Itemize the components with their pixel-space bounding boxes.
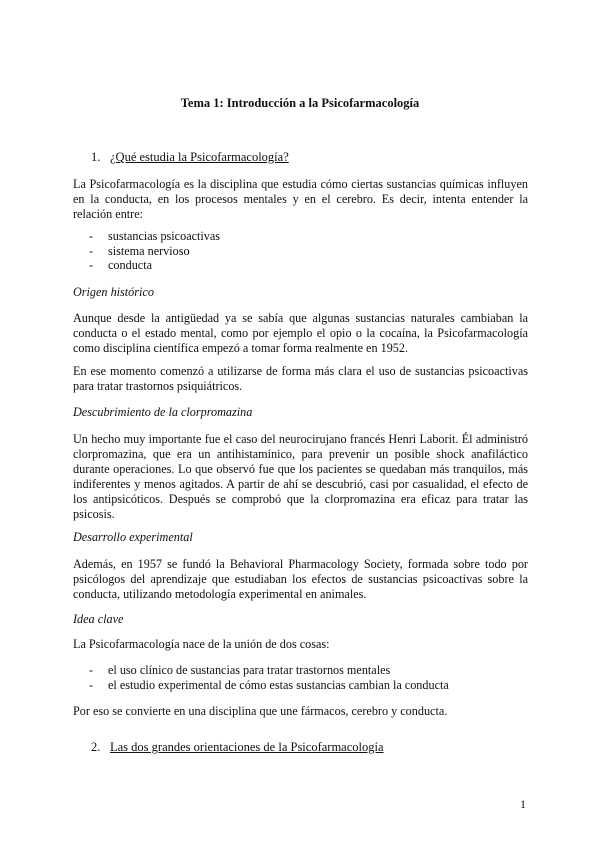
subheading-clorpromazina: Descubrimiento de la clorpromazina [73,405,253,419]
subheading-origen: Origen histórico [73,285,154,299]
origen-paragraph-1: Aunque desde la antigüedad ya se sabía que algunas sustancias naturales cambiaban la conducta o el estado mental, como por ejemplo el opio o la cocaína, la Psicofarmacología como disciplina científica empezó a tomar forma realmente en 1952. [73,311,528,355]
section-number: 2. [91,740,101,754]
list-item: - el uso clínico de sustancias para tratar trastornos mentales [89,663,449,678]
experimental-paragraph: Además, en 1957 se fundó la Behavioral Pharmacology Society, formada sobre todo por psicólogos del aprendizaje que estudiaban los efectos de sustancias psicoactivas sobre la conducta, utilizando metodología experimental en animales. [73,557,528,601]
intro-paragraph: La Psicofarmacología es la disciplina que estudia cómo ciertas sustancias químicas influyen en la conducta, en los procesos mentales y en el cerebro. Es decir, intenta entender la relación entre: [73,177,528,221]
relation-list [89,229,220,273]
section-number: 1. [91,150,101,164]
idea-paragraph-1: La Psicofarmacología nace de la unión de dos cosas: [73,637,330,651]
idea-paragraph-2: Por eso se convierte en una disciplina que une fármacos, cerebro y conducta. [73,704,448,718]
section-label: Las dos grandes orientaciones de la Psicofarmacología [110,740,384,754]
origen-paragraph-2: En ese momento comenzó a utilizarse de forma más clara el uso de sustancias psicoactivas para tratar trastornos psiquiátricos. [73,364,528,393]
clorpromazina-paragraph: Un hecho muy importante fue el caso del neurocirujano francés Henri Laborit. Él administró clorpromazina, que era un antihistamínico, para prevenir un posible shock anafiláctico durante operaciones. Lo que observó fue que los pacientes se quedaban más tranquilos, más indiferentes y menos agitados. A partir de ahí se descubrió, casi por casualidad, el efecto de los antipsicóticos. Después se comprobó que la clorpromazina era eficaz para tratar las psicosis. [73,432,528,521]
section-heading-2 [91,740,384,755]
list-item: - sustancias psicoactivas [89,229,220,244]
page-number: 1 [520,797,526,811]
list-item: - conducta [89,258,220,273]
page-title: Tema 1: Introducción a la Psicofarmacología [180,96,420,110]
section-label: ¿Qué estudia la Psicofarmacología? [110,150,289,164]
subheading-experimental: Desarrollo experimental [73,530,193,544]
list-item: - sistema nervioso [89,244,220,259]
section-heading-1 [91,150,289,165]
idea-list [89,663,449,692]
subheading-idea-clave: Idea clave [73,612,124,626]
list-item: - el estudio experimental de cómo estas sustancias cambian la conducta [89,678,449,693]
